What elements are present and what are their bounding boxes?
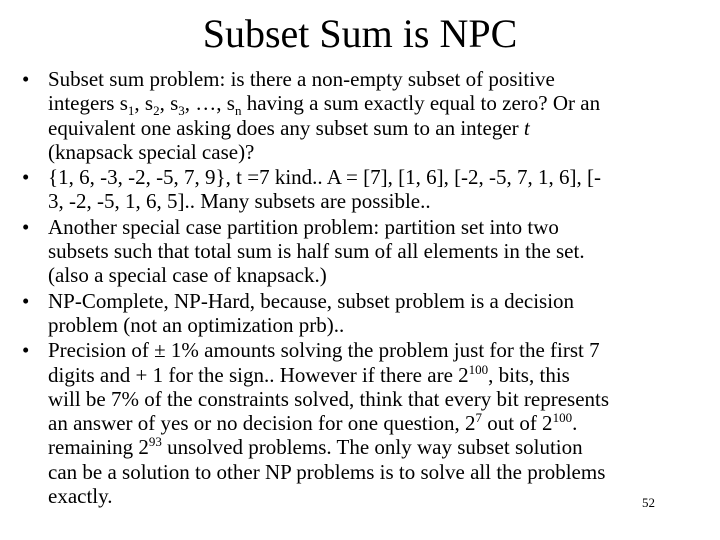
text-run: (also a special case of knapsack.) — [48, 263, 327, 288]
text-line — [48, 165, 698, 189]
text-run: digits and + 1 for the sign.. However if there are 2 — [48, 362, 469, 387]
text-run: equivalent one asking does any subset sum to an integer — [48, 115, 524, 140]
subscript: n — [234, 103, 242, 119]
text-run: an answer of yes or no decision for one question, 2 — [48, 411, 476, 436]
text-line — [48, 116, 698, 140]
bullet-dot: • — [22, 338, 30, 363]
text-line — [48, 140, 698, 164]
text-run: , s — [134, 91, 154, 116]
superscript: 100 — [468, 361, 489, 377]
text-run: can be a solution to other NP problems is to solve all the problems — [48, 459, 606, 484]
bullet-text — [48, 289, 698, 338]
text-line — [48, 435, 698, 459]
bullet-text — [48, 165, 698, 214]
text-line — [48, 411, 698, 435]
text-line — [48, 189, 698, 213]
text-line — [48, 239, 698, 263]
text-run: , s — [159, 91, 179, 116]
text-run: , bits, this — [488, 362, 570, 387]
bullet-item — [22, 289, 698, 338]
text-run: NP-Complete, NP-Hard, because, subset problem is a decision — [48, 288, 575, 313]
text-run: , …, s — [184, 91, 235, 116]
text-run: Precision of ± 1% amounts solving the problem just for the first 7 — [48, 338, 600, 363]
text-line — [48, 263, 698, 287]
text-line — [48, 387, 698, 411]
text-run: Subset sum problem: is there a non-empty subset of positive — [48, 67, 555, 91]
text-line — [48, 91, 698, 119]
subscript: 1 — [127, 103, 135, 119]
bullet-text — [48, 67, 698, 164]
text-run: 3, -2, -5, 1, 6, 5].. Many subsets are possible.. — [48, 189, 431, 214]
text-line — [48, 338, 698, 362]
text-line — [48, 460, 698, 484]
text-run: {1, 6, -3, -2, -5, 7, 9}, t =7 kind.. A = [7], [1, 6], [-2, -5, 7, 1, 6], [- — [48, 165, 602, 190]
text-line — [48, 67, 698, 91]
text-run: problem (not an optimization prb).. — [48, 312, 345, 337]
text-run: Another special case partition problem: partition set into two — [48, 214, 559, 239]
bullet-dot: • — [22, 165, 30, 190]
slide-title: Subset Sum is NPC — [202, 11, 518, 56]
superscript: 7 — [475, 410, 482, 426]
text-run: . — [572, 411, 578, 436]
bullet-item — [22, 215, 698, 288]
italic-variable: t — [523, 115, 530, 140]
text-line — [48, 215, 698, 239]
text-run: (knapsack special case)? — [48, 139, 255, 164]
bullet-text — [48, 338, 698, 508]
text-run: will be 7% of the constraints solved, think that every bit represents — [48, 386, 610, 411]
bullet-dot: • — [22, 288, 30, 313]
text-run: unsolved problems. The only way subset solution — [161, 435, 583, 460]
text-line — [48, 289, 698, 313]
bullet-list — [22, 67, 698, 509]
page-number: 52 — [642, 495, 655, 510]
bullet-item — [22, 67, 698, 164]
text-run: remaining 2 — [48, 435, 149, 460]
text-line — [48, 484, 698, 508]
subscript: 3 — [178, 103, 185, 119]
subscript: 2 — [153, 103, 160, 119]
text-line — [48, 363, 698, 387]
bullet-text — [48, 215, 698, 288]
text-run: having a sum exactly equal to zero? Or an — [241, 91, 601, 116]
text-run: exactly. — [48, 484, 113, 509]
text-run: subsets such that total sum is half sum of all elements in the set. — [48, 239, 585, 264]
bullet-item — [22, 338, 698, 508]
bullet-dot: • — [22, 67, 30, 91]
superscript: 100 — [552, 410, 573, 426]
text-run: integers s — [48, 91, 128, 116]
text-run: out of 2 — [481, 411, 553, 436]
bullet-dot: • — [22, 214, 30, 239]
text-line — [48, 313, 698, 337]
superscript: 93 — [148, 434, 162, 450]
bullet-item — [22, 165, 698, 214]
